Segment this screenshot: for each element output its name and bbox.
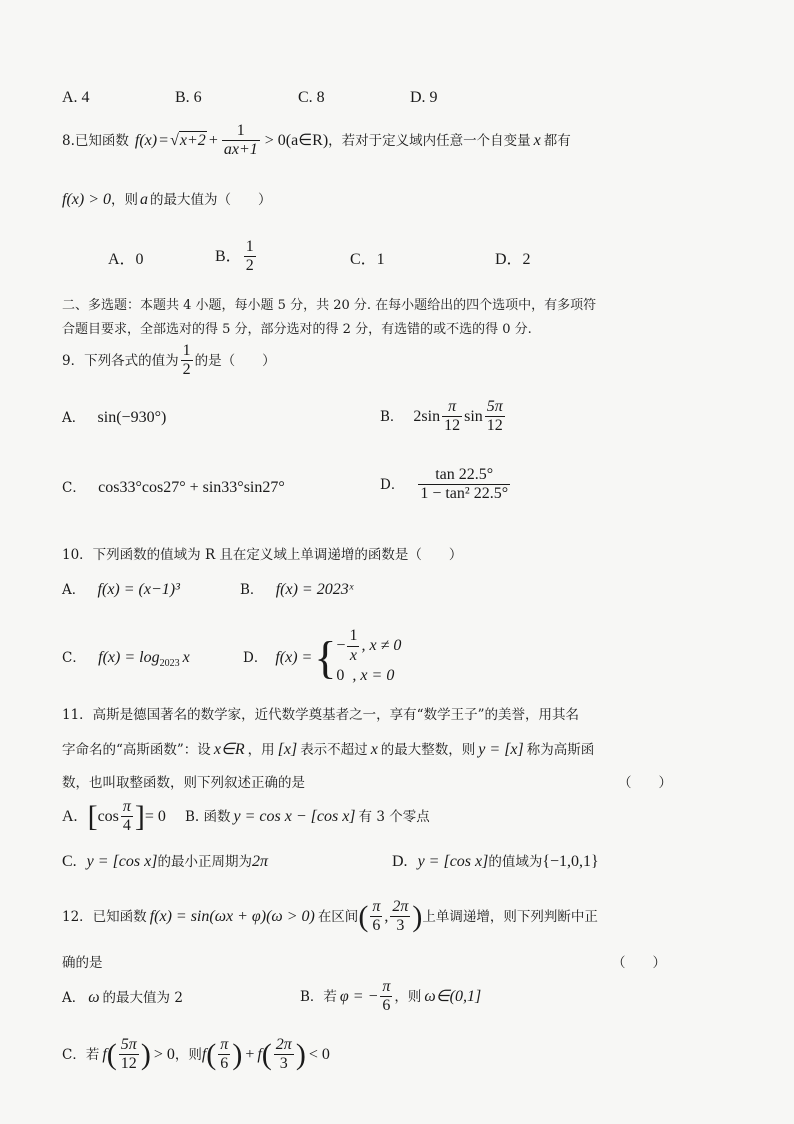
q8-option-c: C．1 — [350, 251, 385, 268]
q12-stem-mid: 在区间 — [317, 908, 359, 925]
q11-option-a-label: A. — [62, 807, 78, 825]
q11-line2-m4: y = [x] — [478, 741, 524, 758]
q10-option-c-label: C． — [62, 650, 86, 666]
q11-line1: 11．高斯是德国著名的数学家，近代数学奠基者之一，享有“数学王子”的美誉，用其名 — [62, 707, 579, 723]
q12-option-a-label: A． — [62, 990, 86, 1006]
q12-line2: 确的是 — [62, 955, 103, 971]
q12-option-c-gt: > 0 — [153, 1045, 175, 1063]
q12-option-c-arg: ( $\frac{5\pi}{12}$ ) — [106, 1036, 151, 1073]
q9-option-b-frac2 — [485, 398, 505, 436]
q12-option-c-d1: 6 — [220, 1055, 229, 1073]
q12-option-a-var: ω — [88, 989, 100, 1006]
q8-frac-num: 1 — [222, 122, 260, 141]
q11-line3: 数，也叫取整函数，则下列叙述正确的是 — [62, 775, 305, 791]
q12-option-c-frac1 — [218, 1036, 230, 1074]
q8-stem-line2 — [62, 190, 272, 210]
q12-option-c-n2: 2π — [274, 1036, 294, 1055]
q10-option-b — [240, 580, 353, 600]
q10-option-d-case1-cond: , x ≠ 0 — [361, 637, 402, 654]
q10-option-a-expr: f(x) = (x−1)³ — [97, 581, 180, 598]
q10-option-d — [243, 628, 401, 688]
q10-option-d-expr: f(x) = — [275, 649, 313, 666]
q7-option-d: D. 9 — [410, 89, 438, 106]
q10-option-c-pre: f(x) = log — [98, 649, 160, 666]
q12-stem-expr: f(x) = sin(ωx + φ)(ω > 0) — [149, 907, 315, 925]
q8-line2-text: ，则 — [111, 192, 138, 208]
q11-option-c — [62, 852, 268, 872]
q10-option-b-label: B． — [240, 582, 264, 598]
q12-option-c-label: C．若 — [62, 1046, 100, 1063]
q10-option-d-case1: − $\frac{1}{x}$ , x ≠ 0 — [336, 627, 402, 664]
q9-option-b-frac2-num: 5π — [485, 398, 505, 417]
q8-var-x: x — [533, 131, 541, 149]
q9-option-d — [380, 466, 512, 504]
q11-option-c-expr: y = [cos x] — [86, 853, 158, 870]
q10-option-c — [62, 648, 190, 674]
q8-fraction — [222, 122, 260, 160]
q12-interval-frac2-num: 2π — [390, 898, 410, 917]
q9-option-b-mid: sin — [464, 407, 483, 425]
q12-option-b-fraction — [380, 978, 392, 1016]
q8-stem-line1 — [62, 122, 571, 160]
q10-option-c-var: x — [182, 649, 190, 666]
q9-option-b-frac1-den: 12 — [444, 417, 461, 435]
q10-option-c-expr — [98, 649, 190, 670]
section2-line1: 二、多选题：本题共 4 小题，每小题 5 分，共 20 分. 在每小题给出的四个选项中，有多项符 — [62, 298, 597, 313]
q11-option-a-eq: = 0 — [144, 807, 166, 825]
q12-option-b-mid: ，则 — [394, 988, 422, 1005]
q12-option-c-n1: π — [218, 1036, 230, 1055]
q12-stem-end: 上单调递增，则下列判断中正 — [422, 908, 598, 925]
q9-option-a-expr: sin(−930°) — [97, 409, 167, 426]
q12-option-c-num: 5π — [119, 1036, 139, 1055]
q10-option-d-cases — [336, 628, 401, 688]
q8-option-b-fraction — [244, 238, 256, 276]
q10-option-d-case1-fraction — [347, 627, 359, 665]
q8-eq: = — [159, 131, 169, 149]
q12-stem-start: 12．已知函数 — [62, 908, 147, 925]
q12-option-c — [62, 1036, 330, 1074]
q10-option-b-expr: f(x) = 2023ˣ — [275, 581, 354, 598]
q11-option-c-label: C. — [62, 853, 77, 870]
q9-stem — [62, 342, 276, 380]
q9-option-d-fraction — [418, 466, 510, 504]
q11-line2-e: 称为高斯函 — [526, 742, 595, 758]
q10-stem: 10．下列函数的值域为 R 且在定义域上单调递增的函数是（ ） — [62, 547, 463, 563]
q8-stem-end: 都有 — [543, 132, 571, 149]
q9-option-c-expr: cos33°cos27° + sin33°sin27° — [98, 479, 285, 496]
q12-interval-frac1-num: π — [370, 898, 382, 917]
q11-option-b — [185, 807, 430, 827]
q12-interval-frac2 — [390, 898, 410, 936]
q12-option-b-expr: φ = − — [339, 987, 379, 1005]
q10-option-d-case2-val: 0 — [336, 667, 345, 684]
q12-option-c-arg1: ( $\frac{\pi}{6}$ ) — [206, 1036, 243, 1073]
q10-option-d-case2-cond: , x = 0 — [352, 667, 395, 684]
q12-option-c-f: f — [102, 1045, 107, 1063]
q11-option-d-label: D. — [392, 853, 408, 870]
q10-option-d-case1-den: x — [349, 646, 357, 664]
q11-line2-d: 的最大整数，则 — [380, 742, 476, 758]
q11-option-a-cos: cos — [97, 807, 119, 825]
q9-option-a-label: A． — [62, 410, 86, 426]
q11-option-a-fraction — [121, 798, 133, 836]
q12-option-b-expr2: ω∈(0,1] — [424, 987, 482, 1005]
q9-stem-den: 2 — [182, 361, 191, 379]
q9-option-b-frac1-num: π — [442, 398, 462, 417]
q12-interval-frac2-den: 3 — [396, 917, 405, 935]
q8-plus: + — [208, 131, 218, 149]
q8-option-d: D．2 — [495, 251, 531, 268]
q7-option-c: C. 8 — [298, 89, 325, 106]
q11-option-c-mid: 的最小正周期为 — [157, 854, 252, 870]
q12-option-b-num: π — [380, 978, 392, 997]
q10-option-c-base: 2023 — [159, 658, 180, 670]
section2-line2: 合题目要求，全部选对的得 5 分，部分选对的得 2 分，有选错的或不选的得 0 分. — [62, 322, 532, 337]
q11-line2-m2: [x] — [277, 741, 298, 758]
q12-option-c-f1: f — [201, 1045, 207, 1063]
q11-option-d-mid: 的值域为 — [488, 854, 543, 870]
q12-answer-paren: （ ） — [612, 955, 666, 971]
q8-option-b-num: 1 — [244, 238, 256, 257]
q12-stem — [62, 898, 598, 936]
q11-line2 — [62, 740, 594, 760]
q10-option-d-label: D． — [243, 650, 268, 666]
q11-option-d-val: {−1,0,1} — [542, 853, 599, 870]
q9-option-b-label: B． — [380, 408, 404, 425]
q9-option-b-frac2-den: 12 — [486, 417, 503, 435]
q11-option-b-text: B. 函数 — [185, 809, 231, 825]
q9-option-c — [62, 478, 285, 498]
q8-stem-tail: ，若对于定义域内任意一个自变量 — [328, 132, 531, 149]
q12-option-c-plus: + — [245, 1045, 255, 1063]
q8-line2-tail: 的最大值为（ ） — [150, 192, 272, 208]
q10-option-d-case1-num: 1 — [347, 627, 359, 646]
q11-option-a-den: 4 — [122, 817, 131, 835]
q8-option-b-label: B． — [215, 247, 242, 265]
q8-frac-den: ax+1 — [223, 141, 258, 159]
q9-stem-fraction — [181, 342, 193, 380]
q11-option-d — [392, 852, 599, 872]
q12-option-c-arg2: ( $\frac{2\pi}{3}$ ) — [261, 1036, 306, 1073]
q9-option-c-label: C． — [62, 480, 86, 496]
q8-line2-expr: f(x) > 0 — [62, 191, 111, 208]
q10-option-a — [62, 580, 180, 600]
q11-option-a-expr: [ cos $\frac{\pi}{4}$ ] = 0 — [87, 798, 166, 835]
q9-option-a — [62, 408, 166, 428]
q10-option-d-brace: { — [314, 632, 337, 683]
q9-stem-start: 9．下列各式的值为 — [62, 352, 179, 369]
q9-stem-end: 的是（ ） — [194, 352, 276, 369]
q12-option-c-d2: 3 — [279, 1055, 288, 1073]
q11-line2-c: 表示不超过 — [300, 742, 368, 758]
q9-option-b-frac1 — [442, 398, 462, 436]
q12-option-c-frac2 — [274, 1036, 294, 1074]
q11-option-a — [62, 798, 166, 836]
q12-interval-frac1-den: 6 — [372, 917, 381, 935]
q11-answer-paren: （ ） — [618, 775, 672, 791]
q11-line2-b: ，用 — [247, 742, 275, 758]
q11-line2-m3: x — [370, 741, 378, 758]
q8-stem-start: 8.已知函数 — [62, 132, 129, 149]
q12-option-a-text: 的最大值为 2 — [102, 990, 183, 1006]
q8-option-a: A．0 — [108, 251, 144, 268]
q7-option-a: A. 4 — [62, 89, 90, 106]
q12-option-c-fraction — [119, 1036, 139, 1074]
q12-option-b-den: 6 — [382, 997, 391, 1015]
q11-option-d-expr: y = [cos x] — [417, 853, 489, 870]
q9-option-d-num: tan 22.5° — [418, 466, 510, 485]
q12-option-b-label: B．若 — [300, 988, 337, 1005]
q11-option-b-expr: y = cos x − [cos x] — [233, 808, 356, 825]
q9-option-b — [380, 398, 507, 436]
q12-option-b — [300, 978, 481, 1016]
q8-func: f(x) — [134, 131, 158, 149]
q9-option-b-coef: 2sin — [413, 407, 441, 425]
q12-option-c-den: 12 — [120, 1055, 137, 1073]
q11-line2-m1: x∈R — [213, 741, 245, 758]
q12-option-a — [62, 988, 183, 1008]
q10-option-d-case2 — [336, 664, 401, 688]
q7-option-b: B. 6 — [175, 89, 202, 106]
q11-option-c-val: 2π — [251, 853, 268, 870]
q8-option-b-den: 2 — [245, 257, 254, 275]
q8-condition: > 0(a∈R) — [264, 131, 329, 149]
q11-line2-a: 字命名的“高斯函数”：设 — [62, 742, 211, 758]
q12-option-c-mid: ，则 — [174, 1046, 202, 1063]
q12-option-c-lt: < 0 — [308, 1045, 330, 1063]
q11-option-b-tail: 有 3 个零点 — [358, 809, 430, 825]
q9-stem-num: 1 — [181, 342, 193, 361]
q10-option-a-label: A． — [62, 582, 86, 598]
q12-interval: ( $\frac{\pi}{6}$ , $\frac{2\pi}{3}$ ) — [358, 898, 423, 935]
q9-option-d-den: 1 − tan² 22.5° — [420, 485, 509, 503]
q12-option-c-f2: f — [257, 1045, 262, 1063]
q11-option-a-num: π — [121, 798, 133, 817]
q8-radicand: x+2 — [179, 131, 206, 149]
q9-option-d-label: D． — [380, 476, 405, 493]
q12-interval-frac1 — [370, 898, 382, 936]
q8-var-a: a — [140, 191, 148, 208]
q8-root: √x+2 — [170, 131, 206, 149]
q8-option-b — [215, 238, 258, 276]
